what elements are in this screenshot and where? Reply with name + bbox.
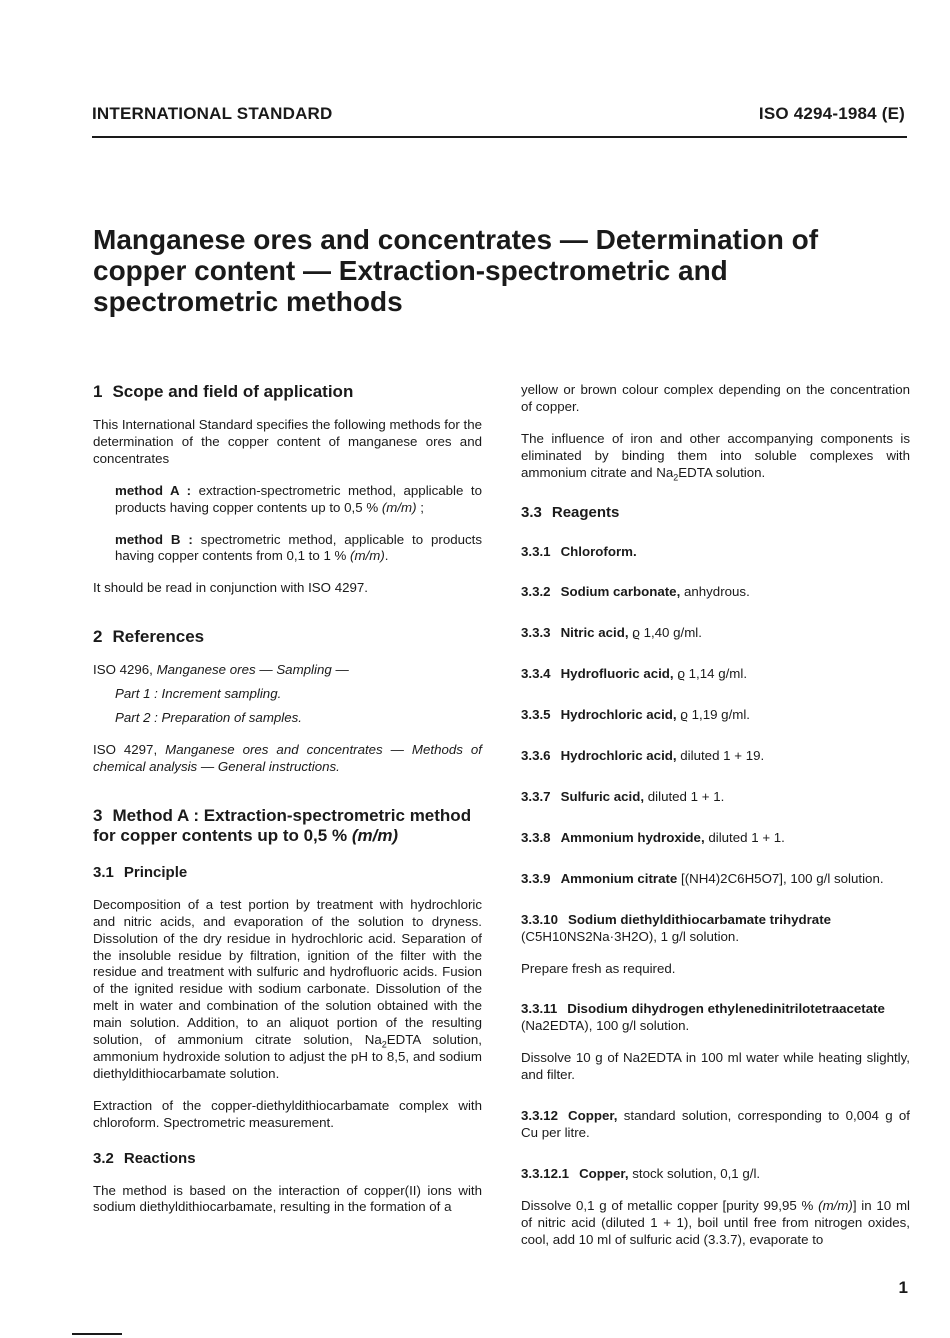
reagent-3-3-11: 3.3.11 Disodium dihydrogen ethylenedinitrilotetraacetate (Na2EDTA), 100 g/l solution.	[521, 1001, 885, 1034]
header-rule	[92, 136, 907, 138]
method-b-item: method B : spectrometric method, applicable to products having copper contents from 0,1 to 1 % (m/m).	[115, 531, 482, 564]
stock-solution-procedure: Dissolve 0,1 g of metallic copper [purity 99,95 % (m/m)] in 10 ml of nitric acid (diluted 1 + 1), boil until free from nitrogen oxides, cool, add 10 ml of sulfuric acid (3.3.7), evaporate to	[521, 1197, 911, 1247]
header-standard-number: ISO 4294-1984 (E)	[758, 104, 905, 123]
section-3-heading: 3 Method A : Extraction-spectrometric method for copper contents up to 0,5 % (m/m)	[93, 805, 472, 845]
header-standard-label: INTERNATIONAL STANDARD	[92, 104, 333, 123]
reagent-3-3-12: 3.3.12 Copper, standard solution, corresponding to 0,004 g of Cu per litre.	[521, 1108, 910, 1140]
reagent-3-3-11-note: Dissolve 10 g of Na2EDTA in 100 ml water while heating slightly, and filter.	[521, 1050, 910, 1083]
reference-iso-4297: ISO 4297, Manganese ores and concentrates — Methods of chemical analysis — General instructions.	[93, 741, 482, 774]
document-title: Manganese ores and concentrates — Determination of copper content — Extraction-spectrometric and spectrometric methods	[93, 224, 819, 317]
reactions-paragraph: The method is based on the interaction of copper(II) ions with sodium diethyldithiocarbamate, resulting in the formation of a	[93, 1182, 482, 1215]
scope-intro: This International Standard specifies the following methods for the determination of the copper content of manganese ores and concentrates	[93, 417, 482, 466]
reagent-3-3-8: 3.3.8 Ammonium hydroxide, diluted 1 + 1.	[521, 829, 785, 845]
reference-part-1: Part 1 : Increment sampling.	[115, 686, 282, 702]
reagent-3-3-7: 3.3.7 Sulfuric acid, diluted 1 + 1.	[521, 788, 725, 804]
section-3-3-heading: 3.3 Reagents	[521, 503, 620, 521]
section-3-1-heading: 3.1 Principle	[93, 863, 188, 881]
section-3-2-heading: 3.2 Reactions	[93, 1149, 196, 1167]
reactions-continuation: yellow or brown colour complex depending on the concentration of copper.	[521, 382, 910, 414]
reagent-3-3-9: 3.3.9 Ammonium citrate [(NH4)2C6H5O7], 100 g/l solution.	[521, 870, 884, 886]
running-header	[92, 104, 905, 128]
section-1-heading: 1 Scope and field of application	[93, 382, 354, 401]
reagent-3-3-4: 3.3.4 Hydrofluoric acid, ϱ 1,14 g/ml.	[521, 666, 748, 682]
reagent-3-3-1: 3.3.1 Chloroform.	[521, 543, 637, 559]
reagent-3-3-5: 3.3.5 Hydrochloric acid, ϱ 1,19 g/ml.	[521, 707, 750, 723]
principle-extraction: Extraction of the copper-diethyldithiocarbamate complex with chloroform. Spectrometric measurement.	[93, 1097, 482, 1130]
method-a-item: method A : extraction-spectrometric method, applicable to products having copper contents up to 0,5 % (m/m) ;	[115, 482, 482, 515]
reagent-3-3-10: 3.3.10 Sodium diethyldithiocarbamate trihydrate (C5H10NS2Na·3H2O), 1 g/l solution.	[521, 911, 832, 944]
reference-iso-4296: ISO 4296, Manganese ores — Sampling —	[93, 662, 349, 678]
reference-part-2: Part 2 : Preparation of samples.	[115, 710, 302, 726]
footer-rule	[72, 1333, 122, 1335]
left-column	[93, 382, 482, 1216]
reagent-3-3-2: 3.3.2 Sodium carbonate, anhydrous.	[521, 584, 750, 600]
reagent-3-3-10-note: Prepare fresh as required.	[521, 960, 676, 976]
principle-paragraph: Decomposition of a test portion by treatment with hydrochloric and nitric acids, and evaporation of the solution to dryness. Dissolution of the dry residue in hydrochloric acid. Separation of the insoluble residue by filtration, ignition of the filter with the residue and treatment with sulfuric and hydrofluoric acids. Fusion of the ignited residue with sodium carbonate. Dissolution of the melt in water and combination of the solution obtained with the main solution. Addition, to an aliquot portion of the resulting solution, of ammonium citrate solution, $Na_2EDTA$ solution, ammonium hydroxide solution to adjust the pH to 8,5, and sodium diethyldithiocarbamate solution.	[93, 896, 482, 1081]
reagent-3-3-3: 3.3.3 Nitric acid, ϱ 1,40 g/ml.	[521, 625, 702, 641]
reagent-3-3-6: 3.3.6 Hydrochloric acid, diluted 1 + 19.	[521, 748, 765, 764]
reactions-influence: The influence of iron and other accompanying components is eliminated by binding them into soluble complexes with ammonium citrate and $Na_2EDTA$ solution.	[521, 430, 910, 483]
read-with-note: It should be read in conjunction with ISO 4297.	[93, 580, 368, 596]
right-column	[521, 382, 910, 1248]
reagent-3-3-12-1: 3.3.12.1 Copper, stock solution, 0,1 g/l.	[521, 1165, 761, 1181]
page-number: 1	[898, 1278, 908, 1297]
section-2-heading: 2 References	[93, 627, 205, 647]
